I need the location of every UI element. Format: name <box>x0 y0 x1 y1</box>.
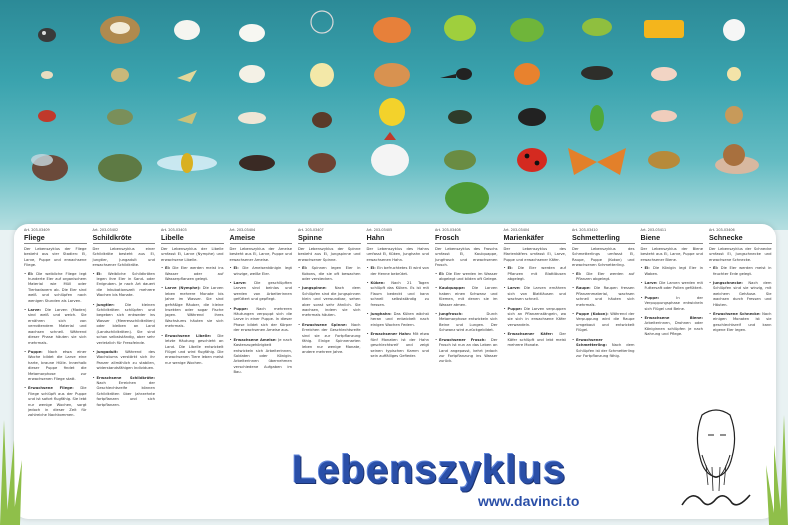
species-column-2 <box>159 228 228 438</box>
stage-text: Nach Erreichen der Geschlechtsreife können Schildkröten über Jahrzehnte fortpflanzen und sich fortpflanzen. <box>96 380 155 407</box>
stage-item <box>93 376 156 408</box>
article-code: Art. 203-03408 <box>435 228 461 232</box>
stage-label: Erwachsener Frosch: <box>439 337 486 342</box>
stage-item <box>230 266 293 277</box>
stage-item <box>93 350 156 372</box>
stage-text: Weibliche Schildkröten legen ihre Eier in Sand- oder Erdgruben. Je nach Art dauert die Inkubationszeit mehrere Wochen bis Monate. <box>96 271 155 298</box>
species-intro: Der Lebenszyklus des Hahns umfasst Ei, Küken, Junghahn und erwachsenen Hahn. <box>366 247 429 262</box>
stage-item <box>161 266 224 282</box>
stage-item <box>504 307 567 329</box>
stage-item <box>230 307 293 334</box>
bee-stage-icons <box>644 20 684 169</box>
stage-list <box>709 266 772 333</box>
stage-item <box>230 281 293 303</box>
stage-label: Jungfrosch: <box>439 312 463 317</box>
stage-label: Erwachsene Fliege: <box>28 386 74 391</box>
stage-item <box>504 266 567 282</box>
stage-item <box>161 286 224 329</box>
fly-larva-icon <box>41 71 53 79</box>
stage-label: Ei: <box>28 271 34 276</box>
turtle-hatchling-icon <box>111 68 129 82</box>
ladybug-adult-icon <box>517 148 547 172</box>
stage-label: Ei: <box>233 266 239 271</box>
stage-label: Jungadult: <box>96 349 119 354</box>
stage-item <box>93 272 156 299</box>
species-column-1 <box>91 228 160 438</box>
stage-label: Ei: <box>96 271 102 276</box>
stage-label: Junghahn: <box>370 312 392 317</box>
article-code: Art. 203-03407 <box>298 228 324 232</box>
dragonfly-stage-icons <box>157 20 217 173</box>
stage-label: Larve: <box>233 281 247 286</box>
stage-text: Der Käfer schlüpft und lebt meist mehrere Monate. <box>507 332 566 348</box>
stage-text: Nach dem Schlüpfen sind die Jungspinnen klein und verwundbar, sehen aber sonst sehr ähnlich. Sie wachsen, indem sie sich mehrmals häuten. <box>302 286 361 318</box>
stage-label: Kaulquappe: <box>439 286 466 291</box>
stage-text: Die Eier werden meist in feuchter Erde gelegt. <box>713 266 772 276</box>
stage-text: Die Fliege schlüpft aus der Puppe und ist sofort flugfähig. Sie lebt nur wenige Wochen, sorgt jedoch in dieser Zeit für zahlreiche Nachkommen. <box>28 386 87 418</box>
species-intro: Der Lebenszyklus der Schnecke umfasst Ei, Jungschnecke und erwachsene Schnecke. <box>709 247 772 262</box>
stage-item <box>435 286 498 308</box>
stage-label: Erwachsener Käfer: <box>507 332 554 337</box>
rooster-stage-icons <box>371 17 411 176</box>
fly-stage-icons <box>31 28 68 181</box>
stage-label: Erwachsene Schildkröte: <box>96 375 155 380</box>
ladybug-leaf-icon <box>510 18 544 42</box>
stage-item <box>572 272 635 283</box>
chicken-nest-icon <box>373 17 411 43</box>
turtle-adult-icon <box>98 154 142 182</box>
species-title: Schmetterling <box>572 233 635 244</box>
dragonfly-larva-icon <box>177 112 197 124</box>
species-title: Schnecke <box>709 233 772 244</box>
species-column-0 <box>22 228 91 438</box>
stage-item <box>641 281 704 292</box>
stage-label: Erwachsene Schnecke: <box>713 312 761 317</box>
species-column-5 <box>365 228 434 438</box>
stage-text: Die Larven werden mit Futtersaft oder Pollen gefüttert. <box>644 281 703 291</box>
stage-text: Ein befruchtetes Ei wird von der Henne bebrütet. <box>370 266 429 276</box>
froglet-icon <box>448 110 472 124</box>
stage-item <box>24 308 87 346</box>
stage-label: Erwachsener Schmetterling: <box>576 337 607 348</box>
stage-text: Arbeiterinnen, Drohnen oder Königinnen schlüpfen je nach Nahrung und Pflege. <box>644 321 703 337</box>
stage-text: Während der Verpuppung wird die Raupe umgebaut und entwickelt Flügel. <box>576 312 635 333</box>
stage-item <box>709 312 772 334</box>
species-column-3 <box>228 228 297 438</box>
stage-label: Larve: <box>644 281 658 286</box>
stage-text: Nach dem Schlüpfen sind sie winzig, mit weichem Gehäuse. Sie wachsen durch Fressen und Häuten. <box>713 281 772 307</box>
article-code: Art. 203-03404 <box>503 228 530 232</box>
stage-list <box>367 266 430 359</box>
stage-label: Ei: <box>439 271 445 276</box>
davinci-portrait-logo <box>672 405 760 515</box>
stage-text: Die Larven ernähren sich von Blattläusen und wachsen schnell. <box>507 286 566 302</box>
species-intro: Der Lebenszyklus einer Schildkröte besteht aus Ei, Jungtier, Jungadult und erwachsener Schildkröte. <box>92 247 155 268</box>
turtle-stage-icons <box>98 16 142 182</box>
stage-text: Durch Metamorphose entwickeln sich Beine und Lungen. Der Schwanz wird zurückgebildet. <box>439 312 498 333</box>
website-link[interactable]: www.davinci.to <box>478 493 580 509</box>
stage-item <box>298 266 361 282</box>
frog-big-icon <box>445 182 489 214</box>
stage-item <box>24 386 87 418</box>
stage-text: Die Raupen fressen Pflanzenmaterial, wachsen schnell und häuten sich mehrmals. <box>576 286 635 307</box>
article-code: Art. 203-03402 <box>92 228 119 232</box>
ant-egg-icon <box>239 24 265 42</box>
stage-item <box>572 312 635 334</box>
stage-text: Die Eier werden meist ins Wasser oder auf Wasserpflanzen gelegt. <box>165 266 224 282</box>
frog-spawn-icon <box>444 15 476 41</box>
stage-item <box>367 312 430 328</box>
stage-item <box>709 266 772 277</box>
stage-text: Die Eier werden im Wasser abgelegt und bilden oft Gelege. <box>439 271 498 282</box>
stage-label: Jungtier: <box>96 302 115 307</box>
stage-text: Nach einigen Monaten ist sie geschlechtsreif und kann eigene Eier legen. <box>713 312 772 333</box>
stage-text: Nach dem Schlüpfen ist der Schmetterling zur Fortpflanzung fähig. <box>576 343 635 358</box>
dragonfly-nymph-icon <box>177 70 197 82</box>
stage-item <box>24 350 87 382</box>
bee-pupa-icon <box>651 110 677 122</box>
stage-list <box>572 272 635 360</box>
snail-eggs-icon <box>723 19 745 41</box>
lifecycle-illustrations <box>12 0 782 230</box>
stage-list <box>161 266 224 366</box>
stage-text: Die letzte Häutung geschieht an Land. Die Libelle entwickelt Flügel und wird flugfähig. Die erwachsenen Tiere leben meist nur wenige Wochen. <box>165 333 224 365</box>
stage-item <box>93 303 156 346</box>
article-code: Art. 203-03403 <box>161 228 187 232</box>
stage-item <box>367 332 430 359</box>
stage-label: Ei: <box>644 266 650 271</box>
stage-label: Ei: <box>302 266 308 271</box>
stage-list <box>93 272 156 408</box>
article-code: Art. 203-03406 <box>709 228 735 232</box>
stage-item <box>572 286 635 308</box>
stage-text: In der Verpuppungsphase entwickeln sich Flügel und Beine. <box>644 295 703 311</box>
stage-text: Die weibliche Fliege legt hunderte Eier auf organischem Material wie Müll oder Tierkadavern ab. Die Eier sind weiß und schlüpfen nach wenigen Stunden als Larven. <box>28 271 87 303</box>
stage-item <box>504 332 567 348</box>
species-intro: Der Lebenszyklus der Spinne besteht aus Ei, Jungspinne und erwachsener Spinne. <box>298 247 361 262</box>
species-title: Spinne <box>298 233 361 244</box>
species-column-6 <box>433 228 502 438</box>
stage-list <box>298 266 361 355</box>
species-title: Hahn <box>367 233 430 244</box>
stage-item <box>435 338 498 365</box>
stage-item <box>641 266 704 277</box>
stage-label: Jungspinne: <box>302 286 327 291</box>
stage-text: Die Königin legt Eier in Waben. <box>644 266 703 276</box>
species-intro: Der Lebenszyklus des Marienkäfers umfasst Ei, Larve, Puppe und erwachsener Käfer. <box>503 247 566 262</box>
stage-text: Der Frosch ist nun an das Leben an Land angepasst, kehrt jedoch zur Fortpflanzung ins Wasser zurück. <box>439 337 498 364</box>
stage-label: Larve: <box>28 308 42 313</box>
species-text-columns <box>22 228 778 438</box>
spider-young-icon <box>312 112 332 128</box>
stage-item <box>298 323 361 355</box>
stage-label: Ei: <box>713 266 719 271</box>
grass-decoration-right <box>760 405 788 525</box>
stage-label: Larve: <box>507 286 521 291</box>
bee-honeycomb-icon <box>644 20 684 38</box>
bee-larva-icon <box>651 67 677 81</box>
stage-text: Mit etwa fünf Monaten ist der Hahn geschlechtsreif und zeigt seinen typischen Kamm und sein auffälliges Gefieder. <box>370 332 429 358</box>
butterfly-stage-icons <box>568 18 626 175</box>
article-code: Art. 203-03405 <box>366 228 393 232</box>
stage-text: Nach mehreren Häutungen verpuppt sich die Larve in einer Puppe. In dieser Phase bildet sich der Körper der erwachsenen Ameise aus. <box>233 306 292 333</box>
butterfly-adult-icon <box>568 148 626 175</box>
article-code: Art. 203-03404 <box>229 228 256 232</box>
stage-list <box>504 266 567 348</box>
species-title: Frosch <box>435 233 498 244</box>
stage-label: Puppe: <box>507 306 523 311</box>
caterpillar-icon <box>581 66 613 80</box>
stage-label: Erwachsene Libelle: <box>165 333 212 338</box>
species-intro: Der Lebenszyklus der Fliege besteht aus vier Stadien: Ei, Larve, Puppe und erwachsene Fliege. <box>24 247 87 268</box>
frog-adult-icon <box>444 150 476 170</box>
stage-list <box>435 272 498 365</box>
stage-item <box>230 338 293 376</box>
tadpole-icon <box>456 68 472 80</box>
species-title: Fliege <box>24 233 87 244</box>
main-title: Lebenszyklus <box>292 448 567 492</box>
ladybug-pupa-icon <box>518 108 546 126</box>
spider-stage-icons <box>308 11 336 173</box>
stage-label: Larve (Nymphe): <box>165 286 201 291</box>
stage-label: Küken: <box>370 281 385 286</box>
species-intro: Der Lebenszyklus der Libelle umfasst Ei, Larve (Nymphe) und erwachsene Libelle. <box>161 247 224 262</box>
rooster-icon <box>371 144 409 176</box>
stage-item <box>24 272 87 304</box>
stage-label: Puppe: <box>644 295 660 300</box>
stage-item <box>572 338 635 360</box>
stage-label: Puppe: <box>233 306 249 311</box>
fly-pupa-icon <box>38 110 56 122</box>
stage-label: Jungschnecke: <box>713 281 743 286</box>
stage-label: Erwachsene Ameise: <box>233 337 277 342</box>
stage-text: Während des Wachstums verstärkt sich ihr Panzer allmählich zu stabilen, widerstandsfähigen Individuen. <box>96 349 155 371</box>
stage-text: Das Küken wächst heran und entwickelt nach einigen Wochen Federn. <box>370 312 429 327</box>
stage-label: Ei: <box>370 266 376 271</box>
fly-egg-icon <box>38 28 56 42</box>
chicken-egg-icon <box>374 63 410 87</box>
stage-item <box>435 272 498 283</box>
stage-text: Nach 21 Tagen schlüpft das Küken. Es ist mit Flaum bedeckt und kann schnell selbstständig zu fressen. <box>370 281 429 307</box>
species-title: Ameise <box>230 233 293 244</box>
species-intro: Der Lebenszyklus des Schmetterlings umfasst Ei, Raupe, Puppe (Kokon) und erwachsenen Schmetterling. <box>572 247 635 268</box>
stage-list <box>24 272 87 419</box>
stage-list <box>641 266 704 337</box>
stage-text: Die Larven haben einen Schwanz und Kiemen, mit denen sie im Wasser atmen. <box>439 286 498 307</box>
bee-adult-icon <box>648 151 680 169</box>
chick-icon <box>379 98 405 126</box>
stage-item <box>504 286 567 302</box>
ant-stage-icons <box>238 24 275 171</box>
stage-label: Raupe: <box>576 286 591 291</box>
species-title: Biene <box>641 233 704 244</box>
frog-stage-icons <box>440 15 489 214</box>
stage-text: Die Ameisenkönigin legt winzige, weiße Eier. <box>233 266 292 276</box>
ladybug-larva-icon <box>514 63 540 85</box>
stage-label: Puppe: <box>28 349 43 354</box>
stage-item <box>161 334 224 366</box>
species-title: Marienkäfer <box>504 233 567 244</box>
stage-label: Erwachsene Spinne: <box>302 322 347 327</box>
stage-list <box>230 266 293 375</box>
article-code: Art. 203-03410 <box>572 228 598 232</box>
species-title: Schildkröte <box>93 233 156 244</box>
grass-decoration-left <box>0 400 30 525</box>
stage-label: Erwachsene Biene: <box>644 316 703 321</box>
stage-text: Die geschlüpften Larven sind beinlos und werden von Arbeiterinnen gefüttert und gepflegt. <box>233 281 292 302</box>
stage-text: Spinnen legen Eier in Kokons, die sie oft bewachen oder verstecken. <box>302 266 361 282</box>
ladybug-stage-icons <box>510 18 547 172</box>
stage-label: Ei: <box>576 271 582 276</box>
stage-text: Die kleinen Schildkröten schlüpfen und begeben sich entweder ins Wasser (Meeresschildkröten) oder bleiben an Land (Landschildkröten). Sie sind schon selbstständig, aber sehr verletzlich für Fressfeinde. <box>96 302 155 345</box>
chrysalis-icon <box>590 105 604 131</box>
butterfly-egg-leaf-icon <box>582 18 612 36</box>
stage-item <box>435 312 498 334</box>
stage-label: Puppe (Kokon): <box>576 312 609 317</box>
turtle-juvenile-icon <box>107 109 133 125</box>
stage-item <box>367 281 430 308</box>
stage-text: Die Larven leben mehrere Monate bis Jahre im Wasser. Sie sind gefräßige Räuber, die kleine Insekten oder sogar Fische jagen. Während ihres Wachstums häuten sie sich mehrmals. <box>165 286 224 329</box>
stage-item <box>641 296 704 312</box>
snail-young-icon <box>727 67 741 81</box>
species-column-8 <box>570 228 639 438</box>
stage-item <box>709 281 772 308</box>
species-column-7 <box>502 228 571 438</box>
spider-web-icon <box>311 11 333 33</box>
species-title: Libelle <box>161 233 224 244</box>
article-code: Art. 203-03411 <box>640 228 667 232</box>
stage-item <box>298 286 361 318</box>
stage-label: Ei: <box>507 266 513 271</box>
stage-item <box>641 316 704 338</box>
dragonfly-egg-icon <box>174 20 200 40</box>
stage-label: Erwachsener Hahn: <box>370 332 412 337</box>
stage-text: Die Larven (Maden) sind weiß und weich. Sie ernähren sich von verrottendem Material und wachsen schnell. Während dieser Phase häuten sie sich mehrmals. <box>28 308 87 345</box>
stage-text: Je nach Kastenzugehörigkeit entwickeln sich Arbeiterinnen, Soldaten oder Königin. Arbeiterinnen übernehmen verschiedene Aufgaben im Bau. <box>233 337 292 375</box>
species-intro: Der Lebenszyklus der Biene besteht aus Ei, Larve, Puppe und erwachsener Biene. <box>640 247 703 262</box>
stage-text: Nach Erreichen der Geschlechtsreife sind sie zur Fortpflanzung fähig. Einige Spinnenarten leben nur wenige Monate, andere mehrere Jahre. <box>302 322 361 354</box>
species-intro: Der Lebenszyklus der Ameise besteht aus Ei, Larve, Puppe und erwachsener Ameise. <box>229 247 292 262</box>
species-column-4 <box>296 228 365 438</box>
stage-item <box>367 266 430 277</box>
spider-adult-icon <box>308 153 336 173</box>
snail-juvenile-icon <box>725 106 743 124</box>
stage-text: Die Eier werden auf Pflanzen mit Blattläusen abgelegt. <box>507 266 566 282</box>
stage-label: Ei: <box>165 266 171 271</box>
ant-larva-icon <box>239 65 265 83</box>
ant-adult-icon <box>239 155 275 171</box>
article-code: Art. 203-03409 <box>24 228 50 232</box>
species-intro: Der Lebenszyklus des Froschs umfasst Ei, Kaulquappe, Jungfrosch und erwachsenen Frosch. <box>435 247 498 268</box>
stage-text: Die Eier werden auf Pflanzen abgelegt. <box>576 271 635 282</box>
spider-egg-sac-icon <box>310 63 334 87</box>
snail-stage-icons <box>715 19 759 174</box>
stage-text: Die Larven verpuppen sich an Pflanzenstängeln, wo sie sich in erwachsene Käfer verwandeln. <box>507 306 566 327</box>
ant-pupa-icon <box>238 112 266 124</box>
stage-text: Nach etwa einer Woche bildet die Larve eine harte, braune Hülle. Innerhalb dieser Puppe findet die Metamorphose zur erwachsenen Fliege statt. <box>28 349 87 381</box>
